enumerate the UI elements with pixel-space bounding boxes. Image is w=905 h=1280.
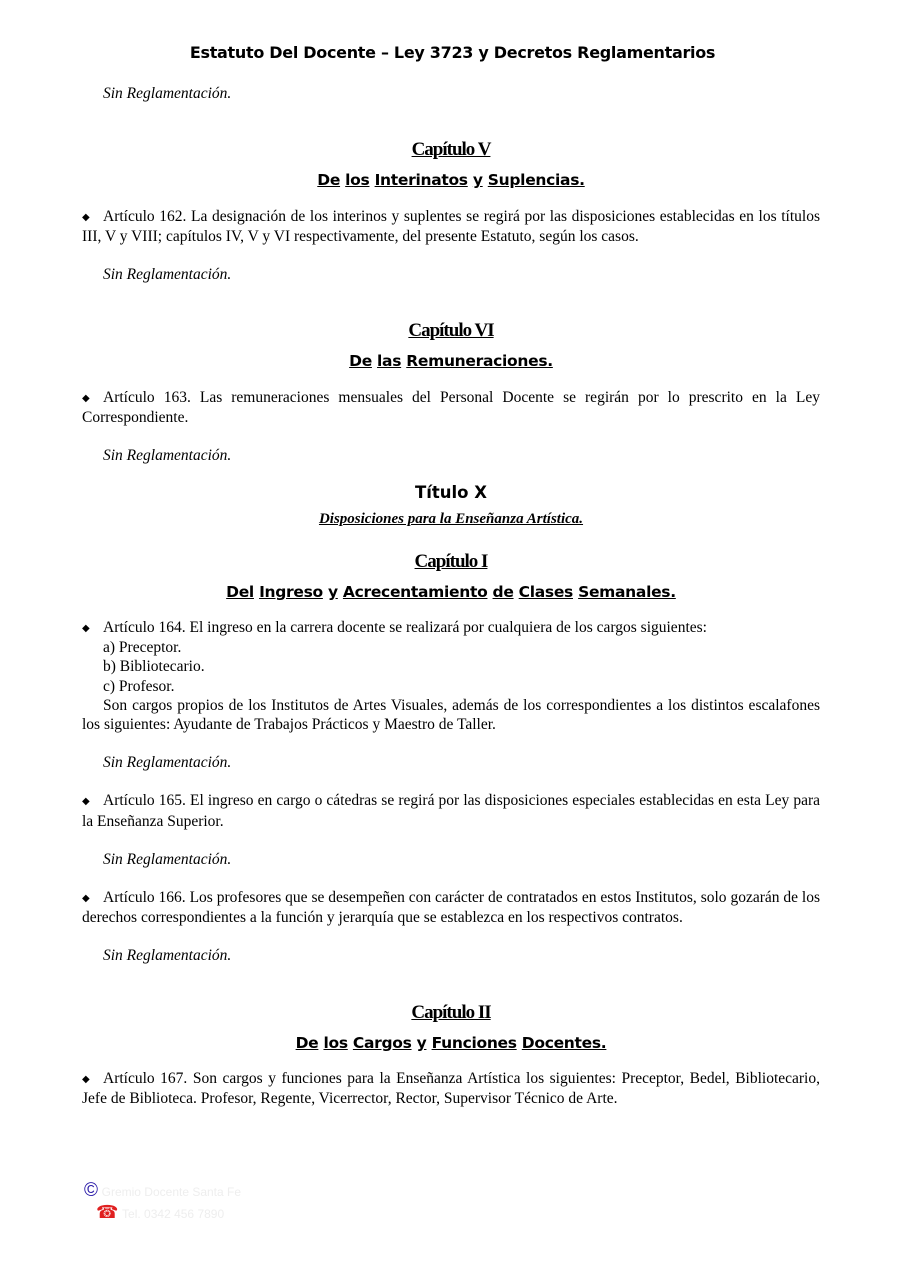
- sin-reglamentacion: Sin Reglamentación.: [103, 947, 232, 965]
- chapter-i-subtitle: Del Ingreso y Acrecentamiento de Clases Semanales.: [226, 582, 676, 601]
- document-body: [82, 84, 820, 1109]
- list-item: c) Profesor.: [103, 677, 175, 695]
- article-165: ◆ Artículo 165. El ingreso en cargo o cátedras se regirá por las disposiciones especiales establecidas en esta Ley para la Enseñanza Superior.: [82, 792, 820, 830]
- chapter-v-title: Capítulo V: [411, 139, 491, 161]
- chapter-v-subtitle: De los Interinatos y Suplencias.: [317, 171, 585, 190]
- article-167: ◆ Artículo 167. Son cargos y funciones para la Enseñanza Artística los siguientes: Preceptor, Bedel, Bibliotecario, Jefe de Biblioteca. Profesor, Regente, Vicerrector, Rector, Supervisor Técnico de Arte.: [82, 1070, 820, 1108]
- article-162: ◆ Artículo 162. La designación de los interinos y suplentes se regirá por las disposiciones establecidas en los títulos III, V y VIII; capítulos IV, V y VI respectivamente, del presente Estatuto, según los casos.: [82, 207, 820, 245]
- page-footer: [84, 1180, 384, 1223]
- chapter-ii-title: Capítulo II: [411, 1001, 491, 1023]
- copyright-icon: ©: [84, 1180, 98, 1201]
- diamond-bullet-icon: ◆: [82, 211, 90, 223]
- footer-line-1: Gremio Docente Santa Fe: [101, 1185, 242, 1199]
- article-166: ◆ Artículo 166. Los profesores que se desempeñen con carácter de contratados en estos Institutos, solo gozarán de los derechos correspondientes a la función y jerarquía que se establezca en los respectivos contratos.: [82, 889, 820, 927]
- titulo-x-subtitle: Disposiciones para la Enseñanza Artística.: [318, 511, 584, 528]
- footer-line-2: Tel. 0342 456 7890: [122, 1207, 225, 1221]
- diamond-bullet-icon: ◆: [82, 1074, 90, 1086]
- chapter-vi-title: Capítulo VI: [408, 320, 494, 342]
- page-header: Estatuto Del Docente – Ley 3723 y Decretos Reglamentarios: [189, 43, 716, 62]
- diamond-bullet-icon: ◆: [82, 893, 90, 905]
- list-item: b) Bibliotecario.: [103, 658, 205, 676]
- chapter-vi-subtitle: De las Remuneraciones.: [349, 352, 553, 371]
- diamond-bullet-icon: ◆: [82, 392, 90, 404]
- list-item: a) Preceptor.: [103, 639, 182, 657]
- phone-icon: ☎: [96, 1202, 119, 1222]
- sin-reglamentacion: Sin Reglamentación.: [103, 85, 232, 102]
- sin-reglamentacion: Sin Reglamentación.: [103, 850, 232, 868]
- article-164: ◆ Artículo 164. El ingreso en la carrera docente se realizará por cualquiera de los cargos siguientes:: [82, 618, 820, 638]
- sin-reglamentacion: Sin Reglamentación.: [103, 266, 232, 284]
- titulo-x-title: Título X: [414, 483, 487, 503]
- article-163: ◆ Artículo 163. Las remuneraciones mensuales del Personal Docente se regirán por lo prescrito en la Ley Correspondiente.: [82, 388, 820, 426]
- chapter-ii-subtitle: De los Cargos y Funciones Docentes.: [295, 1033, 607, 1052]
- diamond-bullet-icon: ◆: [82, 796, 90, 808]
- diamond-bullet-icon: ◆: [82, 623, 90, 635]
- sin-reglamentacion: Sin Reglamentación.: [103, 754, 232, 772]
- article-164-extra: Son cargos propios de los Institutos de Artes Visuales, además de los correspondientes a los distintos escalafones los siguientes: Ayudante de Trabajos Prácticos y Maestro de Taller.: [82, 696, 820, 734]
- chapter-i-title: Capítulo I: [414, 550, 488, 572]
- sin-reglamentacion: Sin Reglamentación.: [103, 447, 232, 465]
